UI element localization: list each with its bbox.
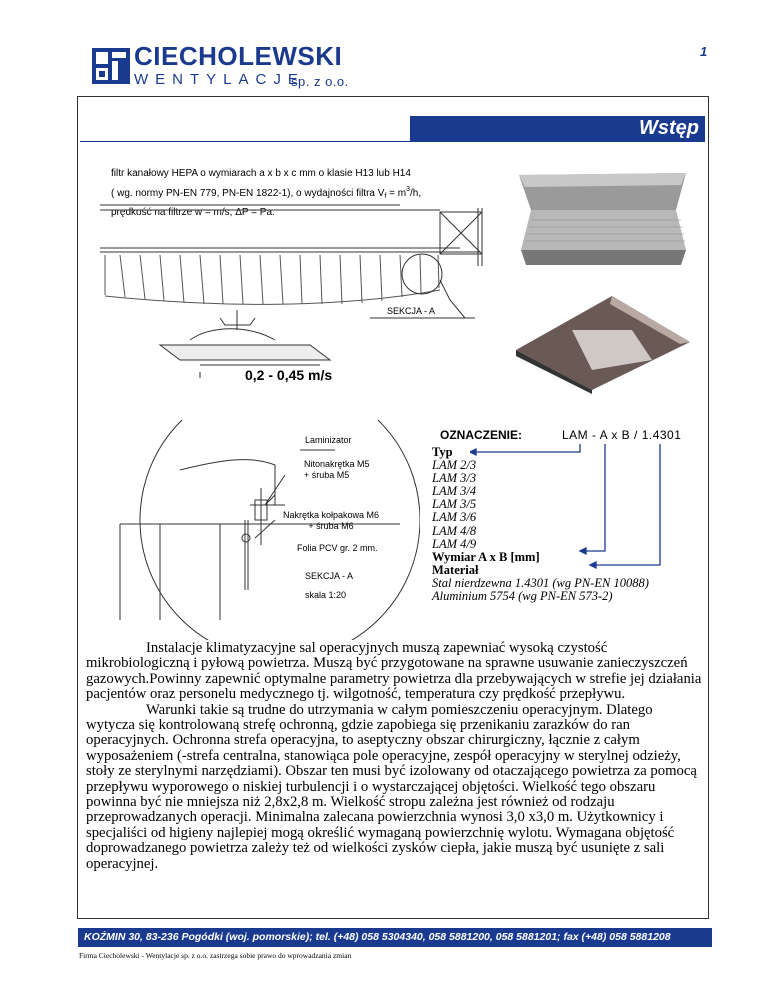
spec-line-1: filtr kanałowy HEPA o wymiarach a x b x c mm o klasie H13 lub H14 xyxy=(111,168,411,179)
body-paragraph-1: Instalacje klimatyzacyjne sal operacyjnych muszą zapewniać wysoką czystość mikrobiologiczną i pyłową powietrza. Muszą być przygotowane na sprawne usuwanie zanieczyszczeń gazowych.Powinny zapewnić optymalne parametry powietrza dla przebywających w strefie jej działania pacjentów oraz personelu medycznego tj. wilgotność, temperatura czy prędkość przepływu. xyxy=(86,640,702,703)
body-paragraph-2: Warunki takie są trudne do utrzymania w całym pomieszczeniu operacyjnym. Dlatego wytycza się kontrolowaną strefę ochronną, gdzie zapobiega się przenikaniu zarazków do ran operacyjnych. Ochronna strefa operacyjna, to aseptyczny obszar chirurgiczny, łącznie z całym wyposażeniem (-strefa centralna, stanowiąca pole operacyjne, zespół operacyjny w sterylnej odzieży, stoły ze sterylnymi narzędziami). Obszar ten musi być izolowany od otaczającego powietrza za pomocą przepływu wyporowego o niskiej turbulencji i o wystarczającej objętości. Wielkość tego obszaru powinna być nie mniejsza niż 2,8x2,8 m. Wielkość stropu zależna jest również od rodzaju przeprowadzanych operacji. Minimalna zalecana powierzchnia wynosi 3,0 x3,0 m. Użytkownicy i specjaliści od higieny najlepiej mogą określić wymaganą powierzchnię wylotu. Wymagana objętość doprowadzanego powietrza zależy też od wielkości zysków ciepła, jakie muszą być usunięte z sali operacyjnej. xyxy=(86,701,697,872)
product-photo-2 xyxy=(512,290,696,396)
section-title-bar xyxy=(410,116,705,142)
label-nakretka: Nakrętka kołpakowa M6 + śruba M6 xyxy=(283,510,380,531)
airflow-speed: 0,2 - 0,45 m/s xyxy=(245,367,333,383)
label-scale: skala 1:20 xyxy=(305,590,347,600)
section-label: SEKCJA - A xyxy=(387,306,436,316)
type-item: LAM 3/5 xyxy=(432,497,477,512)
spec-line-2: ( wg. normy PN-EN 779, PN-EN 1822-1), o wydajności filtra $V_f = m^3/h$, xyxy=(111,186,422,200)
company-name: CIECHOLEWSKI xyxy=(134,41,343,71)
title-underline xyxy=(80,141,705,142)
label-detail-section: SEKCJA - A xyxy=(305,571,354,581)
type-item: LAM 3/6 xyxy=(432,510,477,525)
type-item: LAM 4/8 xyxy=(432,523,477,538)
company-legal-form: sp. z o.o. xyxy=(291,74,349,89)
page-number: 1 xyxy=(700,44,708,59)
footer-disclaimer: Firma Ciecholewski - Wentylacje sp. z o.o. zastrzega sobie prawo do wprowadzania zmian xyxy=(79,951,352,960)
company-logo-icon xyxy=(92,48,130,84)
body-text xyxy=(86,641,703,872)
type-item: LAM 2/3 xyxy=(432,458,477,473)
footer-contact: KOŹMIN 30, 83-236 Pogódki (woj. pomorskie); tel. (+48) 058 5304340, 058 5881200, 058 5881201; fax (+48) 058 5881208 xyxy=(84,931,671,943)
label-nitonakretka: Nitonakrętka M5 + śruba M5 xyxy=(304,459,370,480)
label-laminizator: Laminizator xyxy=(305,435,352,445)
label-folia: Folia PCV gr. 2 mm. xyxy=(297,543,378,553)
spec-line-3: prędkość na filtrze w = m/s, ΔP = Pa. xyxy=(111,207,275,218)
type-item: LAM 4/9 xyxy=(432,536,477,551)
type-item: LAM 3/3 xyxy=(432,471,477,486)
designation-label: OZNACZENIE: xyxy=(440,428,522,442)
product-photo-1 xyxy=(511,155,696,278)
footer-bar xyxy=(78,928,712,947)
type-heading: Typ xyxy=(432,445,453,459)
type-item: LAM 3/4 xyxy=(432,484,477,499)
designation-list xyxy=(432,446,649,603)
ceiling-module-drawing xyxy=(100,200,500,390)
designation-code: LAM - A x B / 1.4301 xyxy=(562,428,682,442)
section-title: Wstęp xyxy=(639,117,699,139)
material-item: Aluminium 5754 (wg PN-EN 573-2) xyxy=(432,589,613,604)
material-item: Stal nierdzewna 1.4301 (wg PN-EN 10088) xyxy=(432,575,649,590)
company-division: WENTYLACJE xyxy=(134,71,305,88)
dimension-heading: Wymiar A x B [mm] xyxy=(432,549,540,564)
material-heading: Materiał xyxy=(432,562,479,577)
